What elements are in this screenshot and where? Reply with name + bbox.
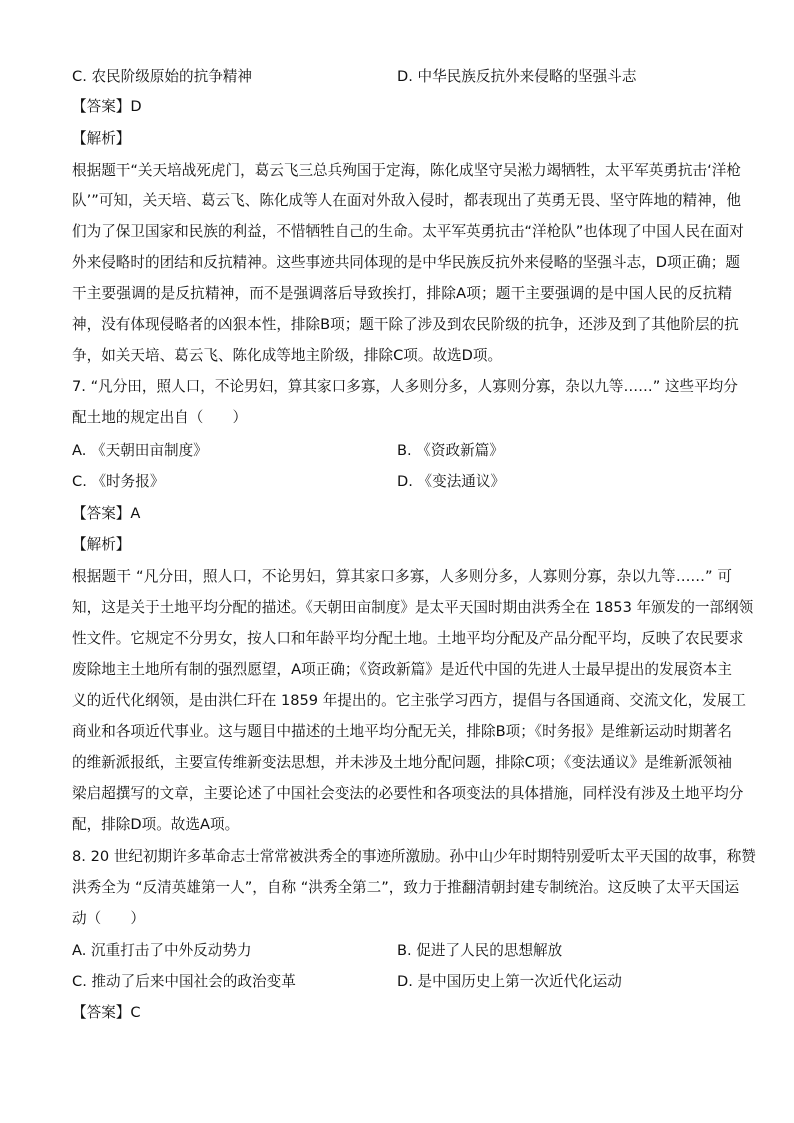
q7-analysis-line: 废除地主土地所有制的强烈愿望，A项正确；《资政新篇》是近代中国的先进人士最早提出的发展资本主 xyxy=(72,661,732,678)
q6-analysis-line: 外来侵略时的团结和反抗精神。这些事迹共同体现的是中华民族反抗外来侵略的坚强斗志，D项正确；题 xyxy=(72,254,740,271)
q7-option-c: C. 《时务报》 xyxy=(72,473,165,490)
q8-stem-line: 洪秀全为 “反清英雄第一人”，自称 “洪秀全第二”，致力于推翻清朝封建专制统治。这反映了太平天国运 xyxy=(72,879,740,896)
q6-analysis-label: 【解析】 xyxy=(72,130,131,147)
q6-option-c: C. 农民阶级原始的抗争精神 xyxy=(72,68,253,85)
q6-option-d: D. 中华民族反抗外来侵略的坚强斗志 xyxy=(397,68,637,85)
q6-answer: 【答案】D xyxy=(72,98,142,115)
q7-analysis-line: 的维新派报纸，主要宣传维新变法思想，并未涉及土地分配问题，排除C项；《变法通议》是维新派领袖 xyxy=(72,754,732,771)
q8-option-d: D. 是中国历史上第一次近代化运动 xyxy=(397,973,622,990)
q7-analysis-line: 性文件。它规定不分男女，按人口和年龄平均分配土地。土地平均分配及产品分配平均，反映了农民要求 xyxy=(72,630,744,647)
q6-analysis-line: 争，如关天培、葛云飞、陈化成等地主阶级，排除C项。故选D项。 xyxy=(72,347,503,364)
q7-analysis-label: 【解析】 xyxy=(72,536,131,553)
q8-answer: 【答案】C xyxy=(72,1004,141,1021)
q7-analysis-line: 根据题干 “凡分田，照人口，不论男妇，算其家口多寡，人多则分多，人寡则分寡，杂以九等……” 可 xyxy=(72,568,732,585)
q7-stem-line: 7. “凡分田，照人口，不论男妇，算其家口多寡，人多则分多，人寡则分寡，杂以九等……” 这些平均分 xyxy=(72,378,738,395)
q7-analysis-line: 义的近代化纲领，是由洪仁玕在 1859 年提出的。它主张学习西方，提倡与各国通商、交流文化，发展工 xyxy=(72,692,746,709)
q7-option-b: B. 《资政新篇》 xyxy=(397,442,504,459)
q6-analysis-line: 神，没有体现侵略者的凶狠本性，排除B项；题干除了涉及到农民阶级的抗争，还涉及到了其他阶层的抗 xyxy=(72,316,739,333)
q7-analysis-line: 梁启超撰写的文章，主要论述了中国社会变法的必要性和各项变法的具体措施，同样没有涉及土地平均分 xyxy=(72,785,744,802)
q7-analysis-line: 配，排除D项。故选A项。 xyxy=(72,816,240,833)
q8-stem-line: 8. 20 世纪初期许多革命志士常常被洪秀全的事迹所激励。孙中山少年时期特别爱听太平天国的故事，称赞 xyxy=(72,848,756,865)
q6-analysis-line: 根据题干“关天培战死虎门，葛云飞三总兵殉国于定海，陈化成坚守吴淞力竭牺牲，太平军英勇抗击‘洋枪 xyxy=(72,162,741,179)
q7-answer: 【答案】A xyxy=(72,505,141,522)
q8-option-a: A. 沉重打击了中外反动势力 xyxy=(72,942,252,959)
q7-option-d: D. 《变法通议》 xyxy=(397,473,506,490)
q6-analysis-line: 们为了保卫国家和民族的利益，不惜牺牲自己的生命。太平军英勇抗击“洋枪队”也体现了中国人民在面对 xyxy=(72,223,744,240)
q7-option-a: A. 《天朝田亩制度》 xyxy=(72,442,208,459)
q6-analysis-line: 干主要强调的是反抗精神，而不是强调落后导致挨打，排除A项；题干主要强调的是中国人民的反抗精 xyxy=(72,285,732,302)
q8-option-b: B. 促进了人民的思想解放 xyxy=(397,942,563,959)
q7-stem-line: 配土地的规定出自（ ） xyxy=(72,409,248,426)
q7-analysis-line: 商业和各项近代事业。这与题目中描述的土地平均分配无关，排除B项；《时务报》是维新运动时期著名 xyxy=(72,723,732,740)
q7-analysis-line: 知，这是关于土地平均分配的描述。《天朝田亩制度》是太平天国时期由洪秀全在 1853 年颁发的一部纲领 xyxy=(72,599,754,616)
q8-option-c: C. 推动了后来中国社会的政治变革 xyxy=(72,973,296,990)
q8-stem-line: 动（ ） xyxy=(72,910,145,927)
q6-analysis-line: 队’”可知，关天培、葛云飞、陈化成等人在面对外敌入侵时，都表现出了英勇无畏、坚守阵地的精神，他 xyxy=(72,192,741,209)
